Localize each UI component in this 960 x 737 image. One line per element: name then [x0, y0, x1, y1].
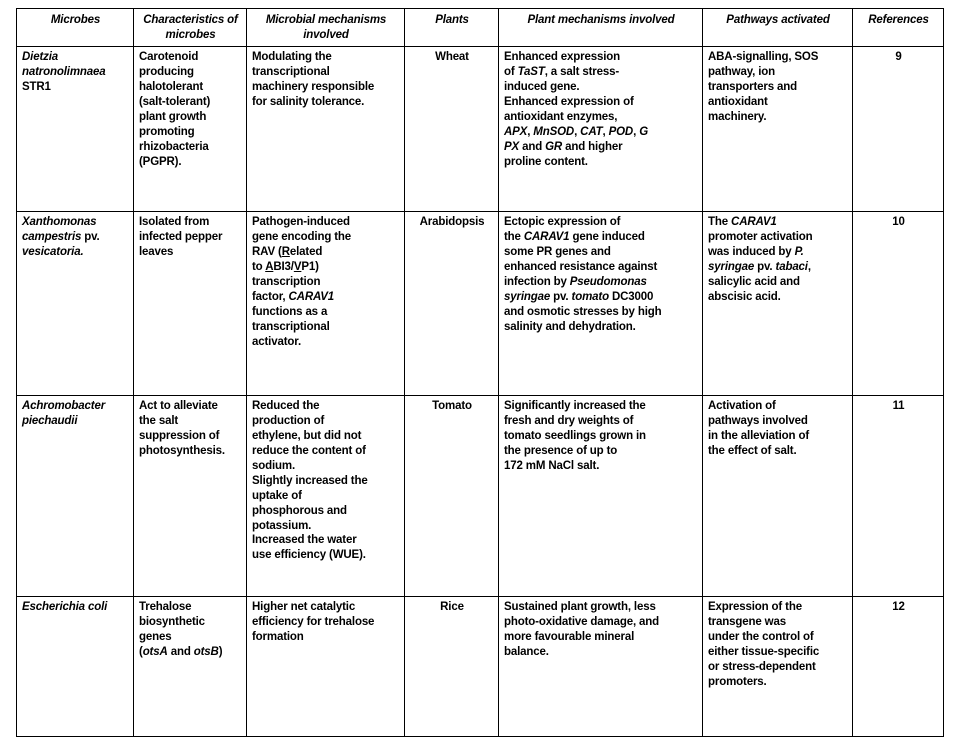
table-header-row [17, 9, 944, 47]
plants-text: Wheat [435, 51, 469, 63]
cell-microbial-mechanisms [247, 47, 405, 212]
cell-reference [853, 597, 944, 737]
reference-text: 11 [892, 400, 905, 412]
plant-mechanisms-text: Sustained plant growth, less photo-oxidative damage, and more favourable mineral balance. [504, 601, 660, 658]
microbes-text: Achromobacter piechaudii [22, 400, 106, 427]
microbes-text: Xanthomonas campestris pv. vesicatoria. [22, 216, 100, 258]
cell-characteristics [134, 212, 247, 396]
cell-plant-mechanisms [499, 597, 703, 737]
microbial-mechanisms-text: Reduced the production of ethylene, but did not reduce the content of sodium. Slightly increased the uptake of phosphorous and potassium. Increased the water use efficiency (WUE). [252, 400, 368, 562]
pathways-text: Expression of the transgene was under the control of either tissue-specific or stress-dependent promoters. [708, 601, 820, 688]
pathways-text: The CARAV1 promoter activation was induced by P. syringae pv. tabaci, salicylic acid and abscisic acid. [708, 216, 813, 303]
table-header [17, 9, 944, 47]
reference-text: 10 [892, 216, 905, 228]
plant-mechanisms-text: Enhanced expression of TaST, a salt stress- induced gene. Enhanced expression of antioxidant enzymes, APX, MnSOD, CAT, POD, G PX and GR and higher proline content. [504, 51, 648, 168]
cell-pathways [703, 597, 853, 737]
cell-plants [405, 212, 499, 396]
cell-pathways [703, 47, 853, 212]
plant-mechanisms-text: Significantly increased the fresh and dry weights of tomato seedlings grown in the presence of up to 172 mM NaCl salt. [504, 400, 646, 472]
cell-microbial-mechanisms [247, 212, 405, 396]
cell-plant-mechanisms [499, 212, 703, 396]
cell-pathways [703, 212, 853, 396]
plants-text: Tomato [432, 400, 472, 412]
column-header-microbes: Microbes [17, 9, 134, 47]
microbes-text: Dietzia natronolimnaea STR1 [22, 51, 106, 93]
cell-plant-mechanisms [499, 47, 703, 212]
column-header-references: References [853, 9, 944, 47]
table-row [17, 212, 944, 396]
table-row [17, 597, 944, 737]
cell-microbes [17, 597, 134, 737]
reference-text: 9 [895, 51, 902, 63]
plants-text: Arabidopsis [419, 216, 485, 228]
plants-text: Rice [440, 601, 464, 613]
cell-plants [405, 597, 499, 737]
column-header-characteristics: Characteristics of microbes [134, 9, 247, 47]
microbial-mechanisms-text: Pathogen-induced gene encoding the RAV (Related to ABI3/VP1) transcription factor, CARAV1 functions as a transcriptional activator. [252, 216, 352, 348]
microbes-plants-table [16, 8, 944, 737]
characteristics-text: Trehalose biosynthetic genes (otsA and otsB) [139, 601, 223, 658]
column-header-microbial-mechanisms: Microbial mechanisms involved [247, 9, 405, 47]
cell-reference [853, 396, 944, 597]
column-header-pathways: Pathways activated [703, 9, 853, 47]
microbes-text: Escherichia coli [22, 601, 108, 613]
cell-pathways [703, 396, 853, 597]
pathways-text: Activation of pathways involved in the alleviation of the effect of salt. [708, 400, 810, 457]
cell-characteristics [134, 597, 247, 737]
cell-microbial-mechanisms [247, 597, 405, 737]
column-header-plant-mechanisms: Plant mechanisms involved [499, 9, 703, 47]
cell-plants [405, 47, 499, 212]
characteristics-text: Act to alleviate the salt suppression of photosynthesis. [139, 400, 225, 457]
cell-reference [853, 212, 944, 396]
table-row [17, 47, 944, 212]
cell-characteristics [134, 47, 247, 212]
cell-plants [405, 396, 499, 597]
cell-microbes [17, 212, 134, 396]
cell-microbes [17, 47, 134, 212]
microbial-mechanisms-text: Higher net catalytic efficiency for trehalose formation [252, 601, 375, 643]
microbial-mechanisms-text: Modulating the transcriptional machinery responsible for salinity tolerance. [252, 51, 375, 108]
characteristics-text: Carotenoid producing halotolerant (salt-tolerant) plant growth promoting rhizobacteria (PGPR). [139, 51, 211, 168]
table-row [17, 396, 944, 597]
plant-mechanisms-text: Ectopic expression of the CARAV1 gene induced some PR genes and enhanced resistance against infection by Pseudomonas syringae pv. tomato DC3000 and osmotic stresses by high salinity and dehydration. [504, 216, 662, 333]
cell-microbes [17, 396, 134, 597]
cell-plant-mechanisms [499, 396, 703, 597]
reference-text: 12 [892, 601, 905, 613]
cell-microbial-mechanisms [247, 396, 405, 597]
pathways-text: ABA-signalling, SOS pathway, ion transporters and antioxidant machinery. [708, 51, 819, 123]
cell-characteristics [134, 396, 247, 597]
table-body [17, 47, 944, 737]
cell-reference [853, 47, 944, 212]
column-header-plants: Plants [405, 9, 499, 47]
characteristics-text: Isolated from infected pepper leaves [139, 216, 223, 258]
